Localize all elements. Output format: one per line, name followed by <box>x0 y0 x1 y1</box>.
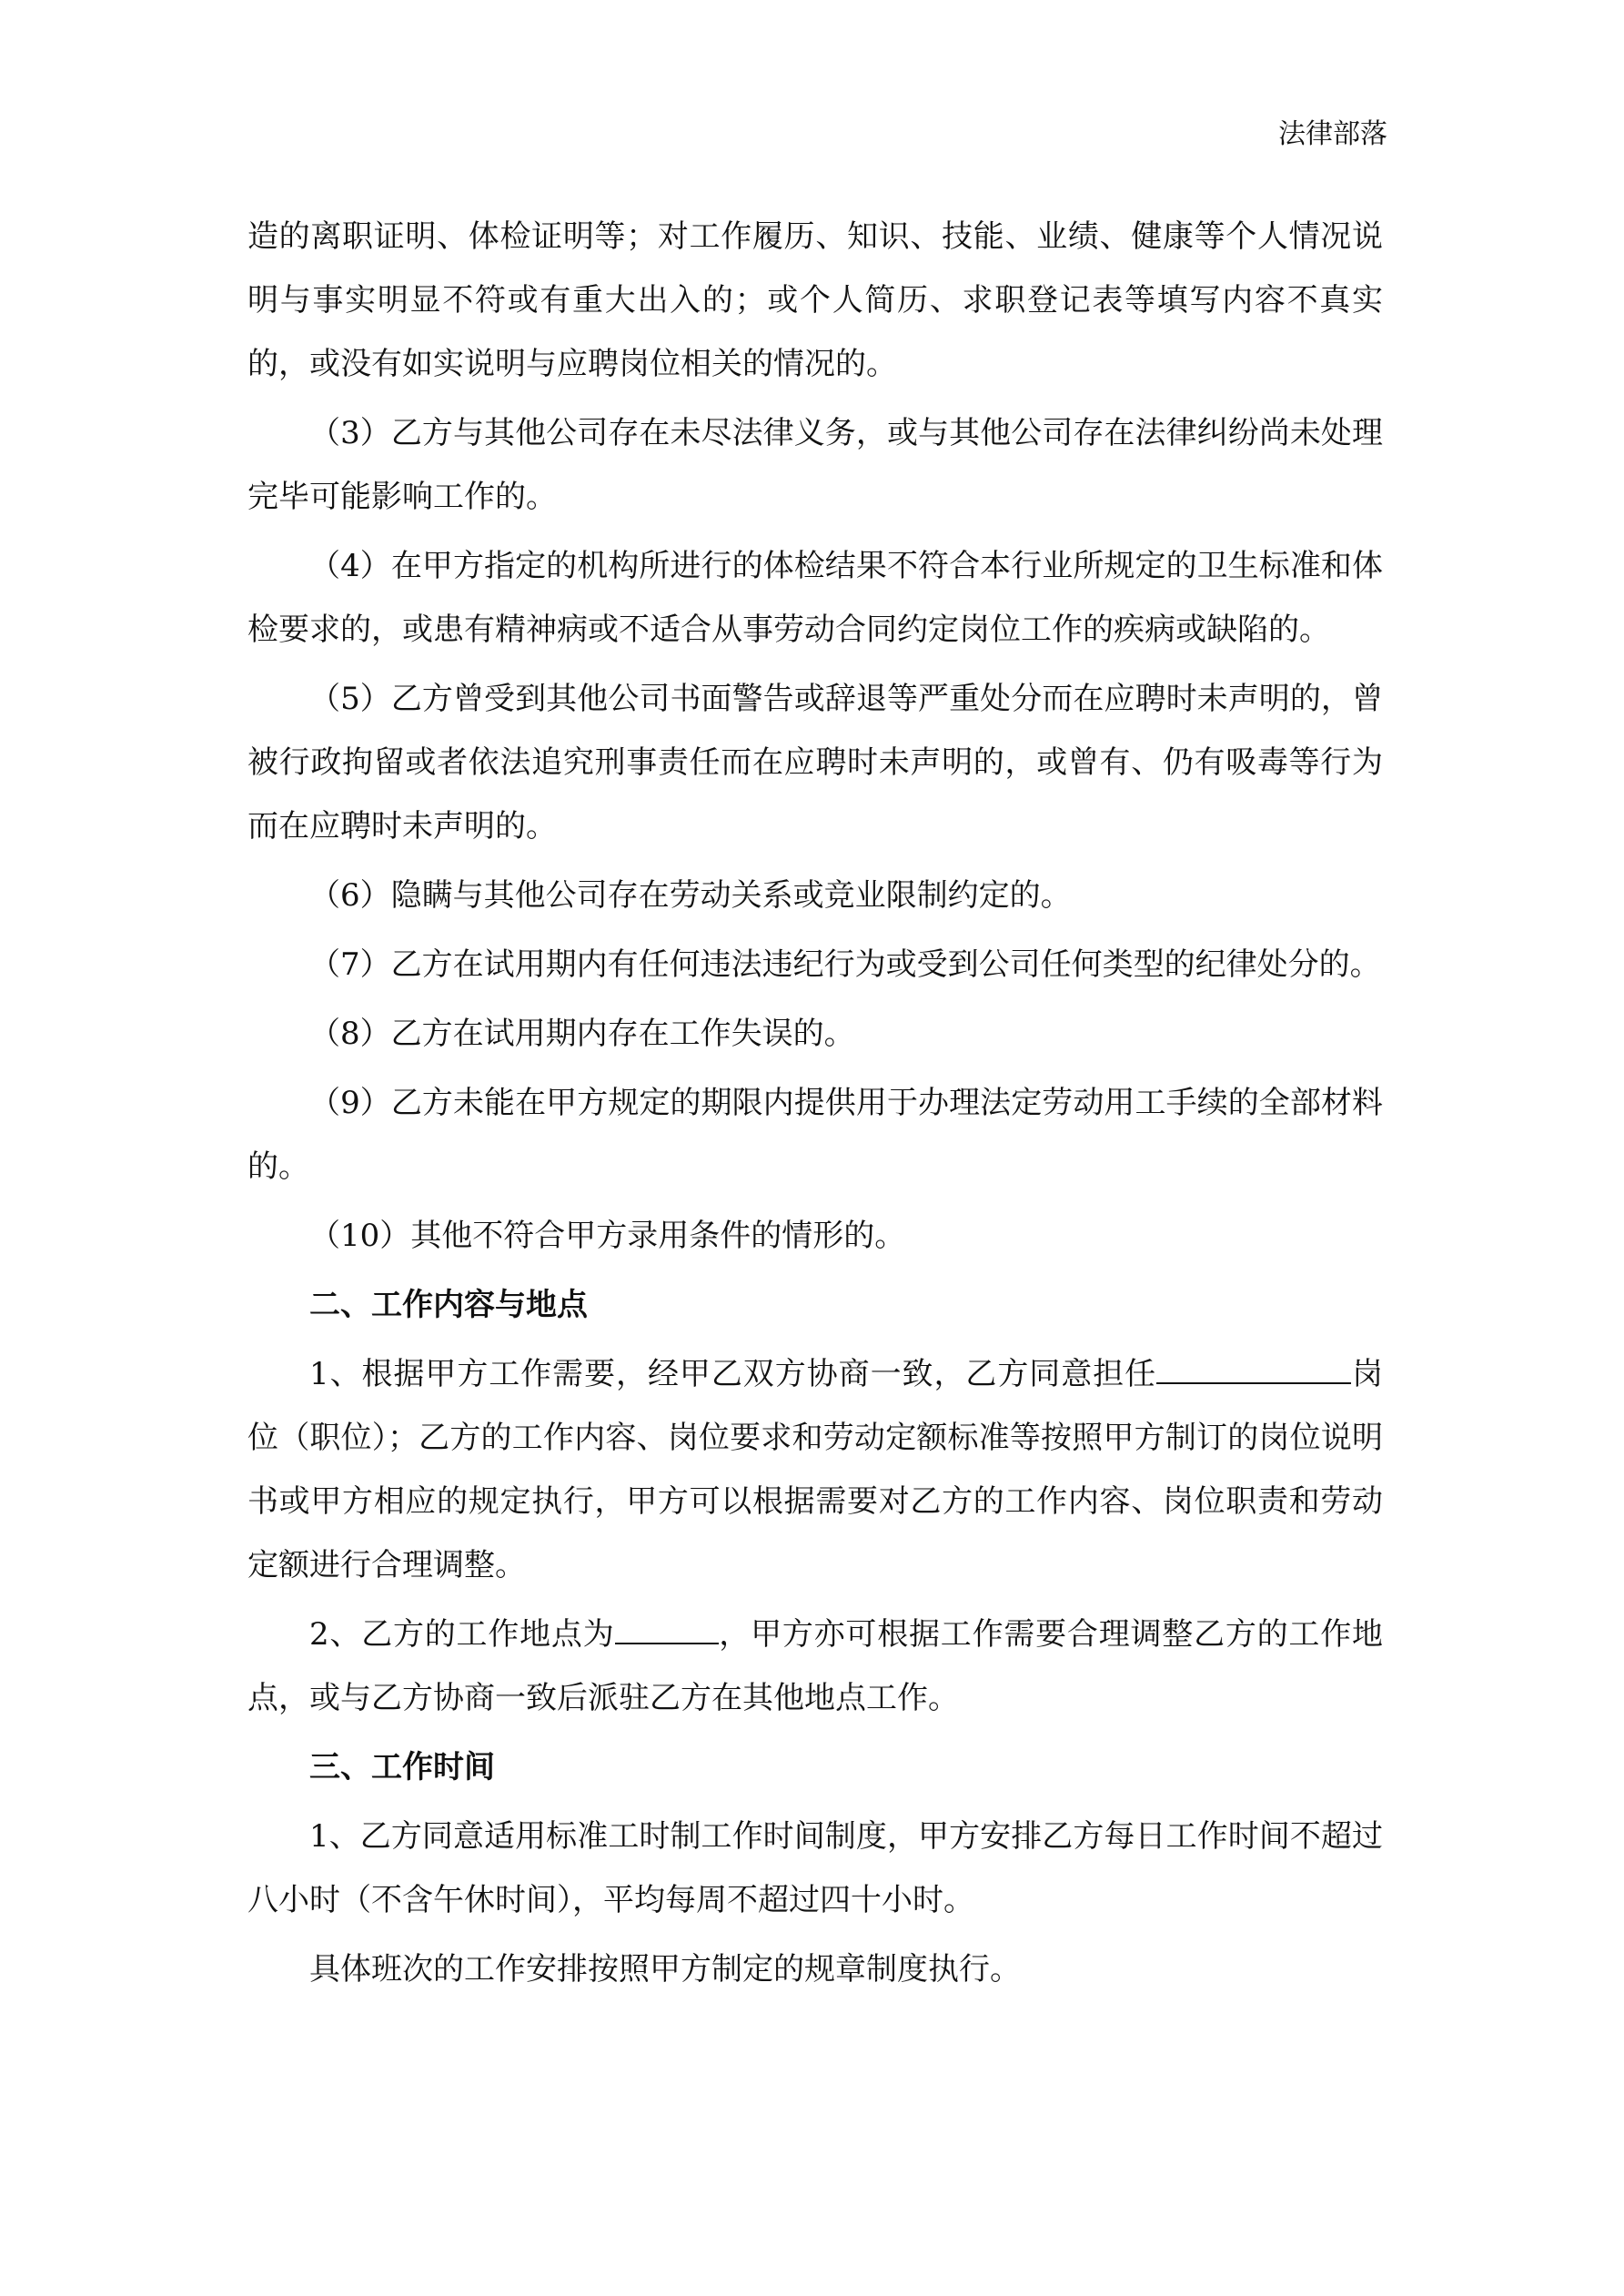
clause-item-9: （9）乙方未能在甲方规定的期限内提供用于办理法定劳动用工手续的全部材料的。 <box>247 1085 1383 1185</box>
clause-item-4: （4）在甲方指定的机构所进行的体检结果不符合本行业所规定的卫生标准和体检要求的，或患有精神病或不适合从事劳动合同约定岗位工作的疾病或缺陷的。 <box>247 548 1383 648</box>
work-location-blank-field <box>615 1612 719 1644</box>
clause-item-5: （5）乙方曾受到其他公司书面警告或辞退等严重处分而在应聘时未声明的，曾被行政拘留或者依法追究刑事责任而在应聘时未声明的，或曾有、仍有吸毒等行为而在应聘时未声明的。 <box>247 681 1383 845</box>
clause-item-7: （7）乙方在试用期内有任何违法违纪行为或受到公司任何类型的纪律处分的。 <box>309 946 1381 983</box>
section-heading-work-content: 二、工作内容与地点 <box>309 1287 588 1323</box>
section-heading-work-time: 三、工作时间 <box>309 1749 495 1785</box>
page-header-label: 法律部落 <box>1278 118 1387 150</box>
clause-2-2-text-a: 2、乙方的工作地点为 <box>309 1616 615 1653</box>
clause-item-10: （10）其他不符合甲方录用条件的情形的。 <box>309 1218 906 1254</box>
clause-2-1 <box>247 1342 1383 1597</box>
clause-3-1: 1、乙方同意适用标准工时制工作时间制度，甲方安排乙方每日工作时间不超过八小时（不含午休时间），平均每周不超过四十小时。 <box>247 1818 1383 1918</box>
clause-2-2-text-b: ，甲方亦可根据工作需要合理调整乙方的工作地点，或与乙方协商一致后派驻乙方在其他地点工作。 <box>247 1616 1383 1716</box>
clause-item-8: （8）乙方在试用期内存在工作失误的。 <box>309 1016 855 1052</box>
clause-3-2: 具体班次的工作安排按照甲方制定的规章制度执行。 <box>309 1951 1021 1988</box>
clause-2-1-text-a: 1、根据甲方工作需要，经甲乙双方协商一致，乙方同意担任 <box>309 1356 1157 1392</box>
clause-item-6: （6）隐瞒与其他公司存在劳动关系或竞业限制约定的。 <box>309 877 1072 914</box>
clause-2-1-text-b: 岗位（职位）；乙方的工作内容、岗位要求和劳动定额标准等按照甲方制订的岗位说明书或甲方相应的规定执行，甲方可以根据需要对乙方的工作内容、岗位职责和劳动定额进行合理调整。 <box>247 1356 1384 1583</box>
paragraph-continuation: 造的离职证明、体检证明等；对工作履历、知识、技能、业绩、健康等个人情况说明与事实明显不符或有重大出入的；或个人简历、求职登记表等填写内容不真实的，或没有如实说明与应聘岗位相关的情况的。 <box>247 218 1383 382</box>
clause-2-2 <box>247 1603 1383 1730</box>
document-body <box>247 205 1383 2001</box>
position-blank-field <box>1156 1351 1351 1384</box>
clause-item-3: （3）乙方与其他公司存在未尽法律义务，或与其他公司存在法律纠纷尚未处理完毕可能影响工作的。 <box>247 415 1383 515</box>
